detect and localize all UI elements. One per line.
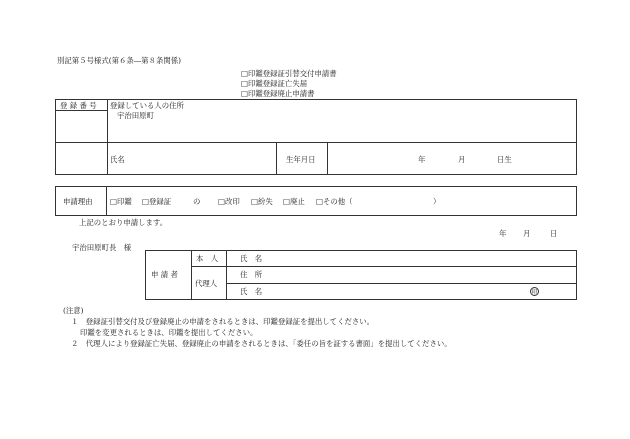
birthdate-label: 生年月日 — [286, 155, 316, 164]
divider — [276, 142, 277, 175]
birthdate-day: 日生 — [497, 155, 512, 164]
reason-other-checkbox[interactable]: □その他（ — [316, 197, 353, 206]
registered-address-value[interactable]: 宇治田原町 — [117, 111, 154, 120]
date-year: 年 — [499, 229, 507, 238]
self-name-label: 氏 名 — [240, 254, 263, 263]
form-reference: 別記第５号様式(第６条―第８条関係) — [57, 56, 182, 65]
registered-address-label: 登録している人の住所 — [110, 101, 184, 110]
divider — [327, 142, 328, 175]
reason-change-checkbox[interactable]: □改印 — [218, 197, 240, 206]
agent-label: 代理人 — [195, 279, 218, 288]
option-card-lost[interactable]: □印鑑登録証亡失届 — [241, 79, 308, 88]
note-1: １ 登録証引替交付及び登録廃止の申請をされるときは、印鑑登録証を提出してください。 — [71, 317, 375, 326]
application-statement: 上記のとおり申請します。 — [79, 218, 168, 227]
self-label: 本 人 — [196, 254, 219, 263]
date-day: 日 — [550, 229, 558, 238]
registration-number-label: 登 録 番 号 — [60, 101, 97, 110]
notes-title: (注意) — [63, 306, 84, 315]
divider — [55, 110, 107, 111]
reason-lost-checkbox[interactable]: □紛失 — [251, 197, 273, 206]
birthdate-year: 年 — [418, 155, 426, 164]
name-label: 氏名 — [110, 155, 125, 164]
note-1b: 印鑑を変更されるときは、印鑑を提出してください。 — [80, 328, 258, 337]
divider — [191, 266, 577, 267]
reason-card-checkbox[interactable]: □登録証 — [142, 197, 172, 206]
seal-mark-icon: 印 — [531, 289, 538, 296]
note-2: ２ 代理人により登録証亡失届、登録廃止の申請をされるときは、「委任の旨を証する書面」を提出してください。 — [71, 339, 452, 348]
reason-particle: の — [193, 197, 201, 206]
option-registration-abolish[interactable]: □印鑑登録廃止申請書 — [241, 89, 315, 98]
divider — [106, 186, 107, 216]
reason-seal-checkbox[interactable]: □印鑑 — [110, 197, 132, 206]
divider — [226, 250, 227, 300]
applicant-label: 申 請 者 — [151, 270, 178, 279]
divider — [107, 99, 108, 175]
reason-other-close: ） — [433, 197, 441, 206]
divider — [191, 250, 192, 300]
divider — [55, 142, 577, 143]
addressee: 宇治田原町長 様 — [72, 243, 132, 252]
agent-address-label: 住 所 — [240, 270, 263, 279]
reason-label: 申請理由 — [63, 197, 93, 206]
reason-abolish-checkbox[interactable]: □廃止 — [283, 197, 305, 206]
birthdate-month: 月 — [458, 155, 466, 164]
option-card-reissue[interactable]: □印鑑登録証引替交付申請書 — [241, 69, 337, 78]
divider — [226, 283, 577, 284]
date-month: 月 — [523, 229, 531, 238]
agent-name-label: 氏 名 — [240, 287, 263, 296]
